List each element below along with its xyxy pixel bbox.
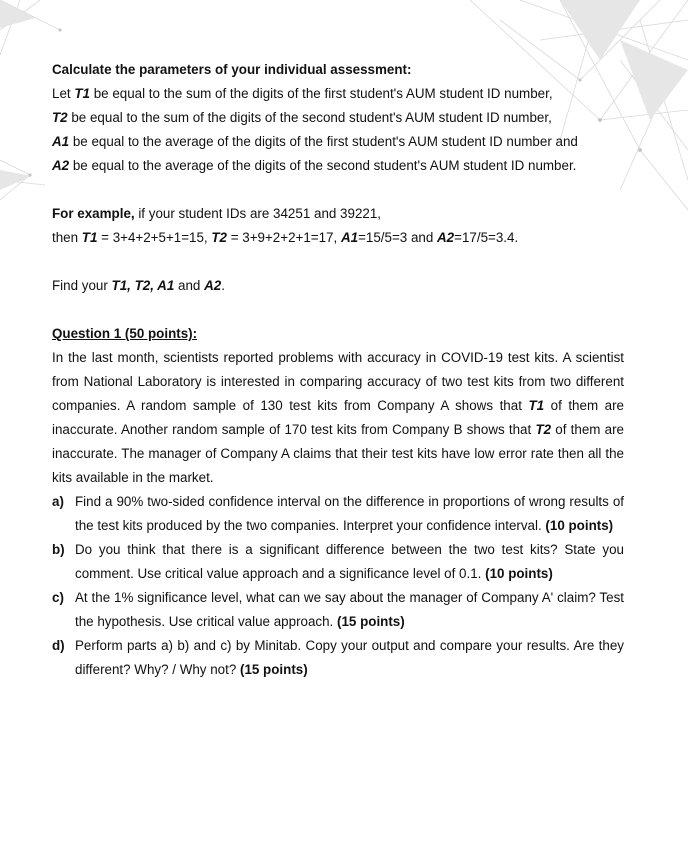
document-body [52,58,624,682]
part-text: At the 1% significance level, what can we say about the manager of Company A' claim? Test the hypothesis. Use critical value approach. (15 points) [75,590,624,629]
part-label: c) [52,590,64,605]
question-paragraph: In the last month, scientists reported problems with accuracy in COVID-19 test kits. A scientist from National Laboratory is interested in comparing accuracy of two test kits from two different companies. A random sample of 130 test kits from Company A shows that T1 of them are inaccurate. Another random sample of 170 test kits from Company B shows that T2 of them are inaccurate. The manager of Company A claims that their test kits have low error rate then all the kits available in the market. [52,350,624,485]
intro-line-4: A2 be equal to the average of the digits of the second student's AUM student ID number. [52,158,577,173]
part-c [52,586,624,634]
part-b [52,538,624,586]
part-label: d) [52,638,65,653]
part-label: a) [52,494,64,509]
intro-line-3: A1 be equal to the average of the digits of the first student's AUM student ID number and [52,134,578,149]
find-instruction: Find your T1, T2, A1 and A2. [52,278,225,293]
intro-heading: Calculate the parameters of your individual assessment: [52,62,412,77]
part-label: b) [52,542,65,557]
part-d [52,634,624,682]
example-line-1: For example, if your student IDs are 34251 and 39221, [52,206,382,221]
part-text: Do you think that there is a significant difference between the two test kits? State you comment. Use critical value approach and a significance level of 0.1. (10 points) [75,542,624,581]
part-a [52,490,624,538]
part-text: Find a 90% two-sided confidence interval on the difference in proportions of wrong results of the test kits produced by the two companies. Interpret your confidence interval. (10 points) [75,494,624,533]
example-line-2: then T1 = 3+4+2+5+1=15, T2 = 3+9+2+2+1=17, A1=15/5=3 and A2=17/5=3.4. [52,230,519,245]
intro-line-1: Let T1 be equal to the sum of the digits of the first student's AUM student ID number, [52,86,553,101]
intro-line-2: T2 be equal to the sum of the digits of the second student's AUM student ID number, [52,110,552,125]
part-text: Perform parts a) b) and c) by Minitab. Copy your output and compare your results. Are they different? Why? / Why not? (15 points) [75,638,624,677]
question-heading: Question 1 (50 points): [52,326,198,341]
